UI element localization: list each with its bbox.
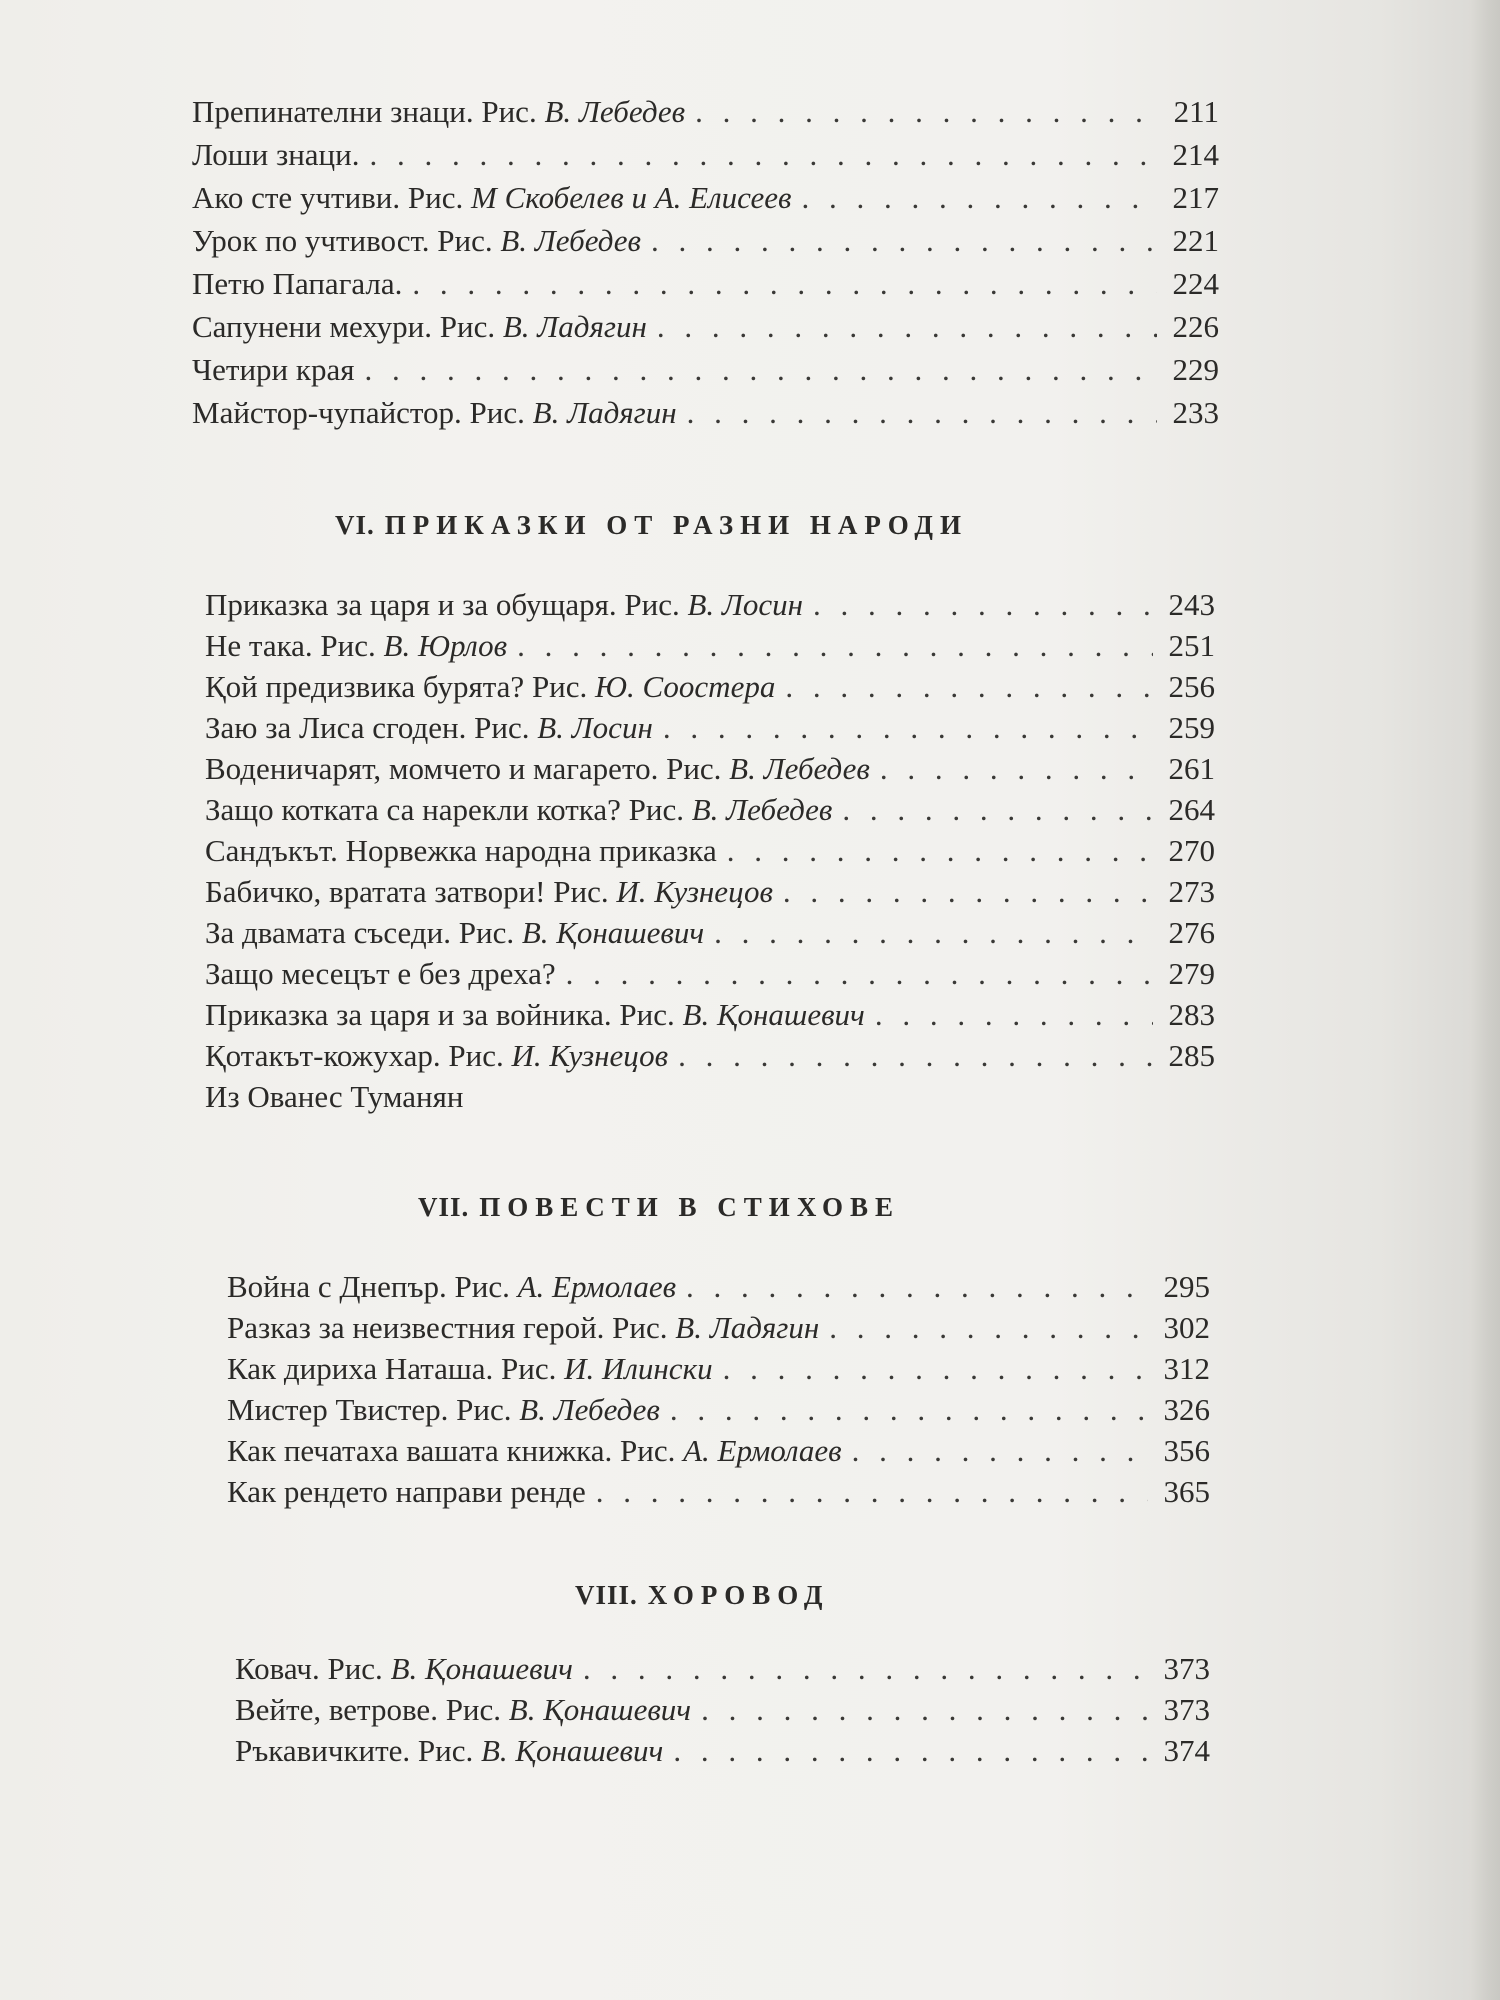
entry-title (205, 789, 832, 830)
entry-text: Сандъкът. Норвежка народна приказка (205, 833, 717, 868)
entry-page-number: 259 (1168, 710, 1215, 745)
entry-page-number: 233 (1172, 395, 1219, 430)
entry-page-number: 276 (1168, 915, 1215, 950)
entry-title (192, 176, 791, 219)
entry-page-number: 273 (1168, 874, 1215, 909)
toc-entry (227, 1307, 1210, 1348)
toc-entry (205, 871, 1215, 912)
dot-leader (364, 348, 1157, 391)
toc-block-1 (192, 90, 1219, 434)
dot-leader (583, 1648, 1148, 1689)
dot-leader (842, 789, 1153, 830)
entry-page-number: 374 (1163, 1733, 1210, 1768)
dot-leader (566, 953, 1153, 994)
toc-entry (192, 176, 1219, 219)
toc-entry (205, 707, 1215, 748)
dot-leader (517, 625, 1153, 666)
toc-block-4 (235, 1648, 1210, 1771)
entry-title (205, 912, 704, 953)
toc-block-3 (227, 1266, 1210, 1512)
entry-artist: В. Юрлов (383, 628, 508, 663)
dot-leader (678, 1035, 1153, 1076)
entry-page-number: 214 (1172, 137, 1219, 172)
entry-text: Разказ за неизвестния герой. Рис. (227, 1310, 676, 1345)
toc-entry (205, 1035, 1215, 1076)
entry-artist: В. Ладягин (532, 395, 677, 430)
entry-text: Как рендето направи ренде (227, 1474, 586, 1509)
entry-title (192, 262, 402, 305)
entry-artist: В. Лосин (687, 587, 804, 622)
toc-entry (227, 1266, 1210, 1307)
dot-leader (875, 994, 1153, 1035)
entry-text: Бабичко, вратата затвори! Рис. (205, 874, 617, 909)
entry-page-number: 211 (1173, 94, 1219, 129)
dot-leader (880, 748, 1153, 789)
toc-entry (205, 1076, 1215, 1117)
entry-title (235, 1689, 691, 1730)
entry-title (205, 871, 773, 912)
entry-text: Защо котката са нарекли котка? Рис. (205, 792, 692, 827)
entry-title (192, 305, 647, 348)
toc-entry (205, 994, 1215, 1035)
entry-text: Из Ованес Туманян (205, 1079, 464, 1114)
dot-leader (663, 707, 1153, 748)
section-numeral: VI. (335, 510, 375, 540)
toc-entry (235, 1689, 1210, 1730)
entry-title (205, 1035, 668, 1076)
entry-title (192, 219, 641, 262)
entry-title (227, 1389, 660, 1430)
entry-title (227, 1348, 713, 1389)
entry-title (205, 584, 803, 625)
toc-entry (192, 133, 1219, 176)
entry-text: Ковач. Рис. (235, 1651, 391, 1686)
toc-entry (235, 1648, 1210, 1689)
toc-entry (205, 789, 1215, 830)
section-title: ХОРОВОД (647, 1580, 830, 1610)
entry-text: Препинателни знаци. Рис. (192, 94, 545, 129)
dot-leader (651, 219, 1157, 262)
toc-entry (205, 830, 1215, 871)
entry-text: Урок по учтивост. Рис. (192, 223, 501, 258)
entry-title (227, 1430, 842, 1471)
toc-entry (192, 391, 1219, 434)
entry-text: Заю за Лиса сгоден. Рис. (205, 710, 538, 745)
entry-title (227, 1307, 819, 1348)
entry-artist: В. Лебедев (500, 223, 642, 258)
entry-text: Ако сте учтиви. Рис. (192, 180, 471, 215)
entry-artist: И. Илински (564, 1351, 713, 1386)
toc-block-2 (205, 584, 1215, 1117)
entry-artist: А. Ермолаев (517, 1269, 677, 1304)
toc-entry (192, 262, 1219, 305)
dot-leader (783, 871, 1153, 912)
entry-text: Не така. Рис. (205, 628, 384, 663)
entry-artist: В. Қонашевич (390, 1651, 573, 1686)
entry-artist: А. Ермолаев (683, 1433, 842, 1468)
entry-page-number: 226 (1172, 309, 1219, 344)
toc-entry (227, 1430, 1210, 1471)
entry-artist: И. Кузнецов (511, 1038, 669, 1073)
entry-title (205, 1076, 463, 1117)
entry-artist: В. Қонашевич (481, 1733, 664, 1768)
section-numeral: VII. (418, 1192, 470, 1222)
section-heading-vii (418, 1192, 900, 1223)
dot-leader (701, 1689, 1148, 1730)
entry-title (192, 391, 677, 434)
toc-entry (192, 219, 1219, 262)
entry-page-number: 312 (1163, 1351, 1210, 1386)
toc-entry (227, 1389, 1210, 1430)
entry-title (205, 830, 717, 871)
entry-title (205, 625, 507, 666)
toc-entry (205, 748, 1215, 789)
section-heading-vi (335, 510, 968, 541)
entry-page-number: 356 (1163, 1433, 1210, 1468)
entry-page-number: 373 (1163, 1651, 1210, 1686)
entry-text: Война с Днепър. Рис. (227, 1269, 518, 1304)
entry-text: Қой предизвика бурята? Рис. (205, 669, 596, 704)
entry-artist: В. Лебедев (544, 94, 686, 129)
section-title: ПОВЕСТИ В СТИХОВЕ (479, 1192, 900, 1222)
dot-leader (723, 1348, 1148, 1389)
entry-text: Майстор-чупайстор. Рис. (192, 395, 533, 430)
entry-artist: В. Лебедев (519, 1392, 660, 1427)
dot-leader (412, 262, 1157, 305)
dot-leader (695, 90, 1157, 133)
entry-page-number: 221 (1172, 223, 1219, 258)
dot-leader (370, 133, 1158, 176)
entry-page-number: 295 (1163, 1269, 1210, 1304)
page-edge (1470, 0, 1500, 2000)
entry-page-number: 217 (1172, 180, 1219, 215)
toc-entry (192, 90, 1219, 133)
entry-page-number: 229 (1172, 352, 1219, 387)
dot-leader (673, 1730, 1148, 1771)
entry-text: Вейте, ветрове. Рис. (235, 1692, 509, 1727)
dot-leader (714, 912, 1153, 953)
entry-text: Петю Папагала. (192, 266, 403, 301)
entry-text: Защо месецът е без дреха? (205, 956, 556, 991)
dot-leader (657, 305, 1157, 348)
dot-leader (852, 1430, 1148, 1471)
entry-page-number: 251 (1168, 628, 1215, 663)
entry-page-number: 261 (1168, 751, 1215, 786)
entry-page-number: 365 (1163, 1474, 1210, 1509)
dot-leader (686, 1266, 1148, 1307)
entry-text: За двамата съседи. Рис. (205, 915, 522, 950)
entry-text: Приказка за царя и за войника. Рис. (205, 997, 683, 1032)
entry-page-number: 243 (1168, 587, 1215, 622)
toc-entry (227, 1348, 1210, 1389)
toc-entry (235, 1730, 1210, 1771)
toc-entry (205, 666, 1215, 707)
entry-artist: В. Лебедев (691, 792, 833, 827)
entry-artist: В. Лебедев (729, 751, 870, 786)
toc-entry (227, 1471, 1210, 1512)
entry-text: Как печатаха вашата книжка. Рис. (227, 1433, 684, 1468)
entry-text: Сапунени мехури. Рис. (192, 309, 503, 344)
entry-text: Как дириха Наташа. Рис. (227, 1351, 565, 1386)
entry-artist: В. Қонашевич (521, 915, 705, 950)
entry-title (205, 666, 775, 707)
dot-leader (727, 830, 1153, 871)
toc-entry (205, 912, 1215, 953)
entry-artist: Ю. Соостера (595, 669, 776, 704)
entry-text: Приказка за царя и за обущаря. Рис. (205, 587, 688, 622)
entry-text: Мистер Твистер. Рис. (227, 1392, 520, 1427)
entry-page-number: 373 (1163, 1692, 1210, 1727)
dot-leader (670, 1389, 1148, 1430)
entry-page-number: 302 (1163, 1310, 1210, 1345)
entry-artist: В. Ладягин (675, 1310, 820, 1345)
entry-title (235, 1648, 573, 1689)
entry-title (235, 1730, 663, 1771)
entry-page-number: 326 (1163, 1392, 1210, 1427)
entry-artist: И. Кузнецов (616, 874, 773, 909)
entry-page-number: 279 (1168, 956, 1215, 991)
toc-entry (205, 584, 1215, 625)
entry-artist: М Скобелев и А. Елисеев (471, 180, 792, 215)
section-heading-viii (575, 1580, 830, 1611)
toc-entry (192, 305, 1219, 348)
entry-title (205, 953, 556, 994)
entry-page-number: 283 (1168, 997, 1215, 1032)
entry-page-number: 270 (1168, 833, 1215, 868)
entry-artist: В. Ладягин (502, 309, 647, 344)
entry-title (205, 707, 653, 748)
toc-entry (205, 953, 1215, 994)
dot-leader (829, 1307, 1148, 1348)
dot-leader (785, 666, 1153, 707)
entry-title (192, 90, 685, 133)
dot-leader (596, 1471, 1148, 1512)
entry-title (205, 748, 870, 789)
entry-text: Лоши знаци. (192, 137, 360, 172)
entry-title (205, 994, 865, 1035)
entry-page-number: 285 (1168, 1038, 1215, 1073)
entry-page-number: 264 (1168, 792, 1215, 827)
entry-artist: В. Лосин (537, 710, 653, 745)
entry-title (227, 1266, 676, 1307)
section-title: ПРИКАЗКИ ОТ РАЗНИ НАРОДИ (384, 510, 968, 540)
entry-artist: В. Қонашевич (682, 997, 865, 1032)
entry-title (227, 1471, 586, 1512)
dot-leader (801, 176, 1157, 219)
entry-text: Воденичарят, момчето и магарето. Рис. (205, 751, 730, 786)
section-numeral: VIII. (575, 1580, 638, 1610)
entry-text: Ръкавичките. Рис. (235, 1733, 481, 1768)
entry-title (192, 348, 354, 391)
dot-leader (813, 584, 1153, 625)
toc-entry (205, 625, 1215, 666)
dot-leader (687, 391, 1157, 434)
entry-text: Қотакът-кожухар. Рис. (205, 1038, 512, 1073)
entry-title (192, 133, 360, 176)
entry-page-number: 256 (1168, 669, 1215, 704)
entry-page-number: 224 (1172, 266, 1219, 301)
toc-entry (192, 348, 1219, 391)
entry-text: Четири края (192, 352, 355, 387)
entry-artist: В. Қонашевич (508, 1692, 692, 1727)
